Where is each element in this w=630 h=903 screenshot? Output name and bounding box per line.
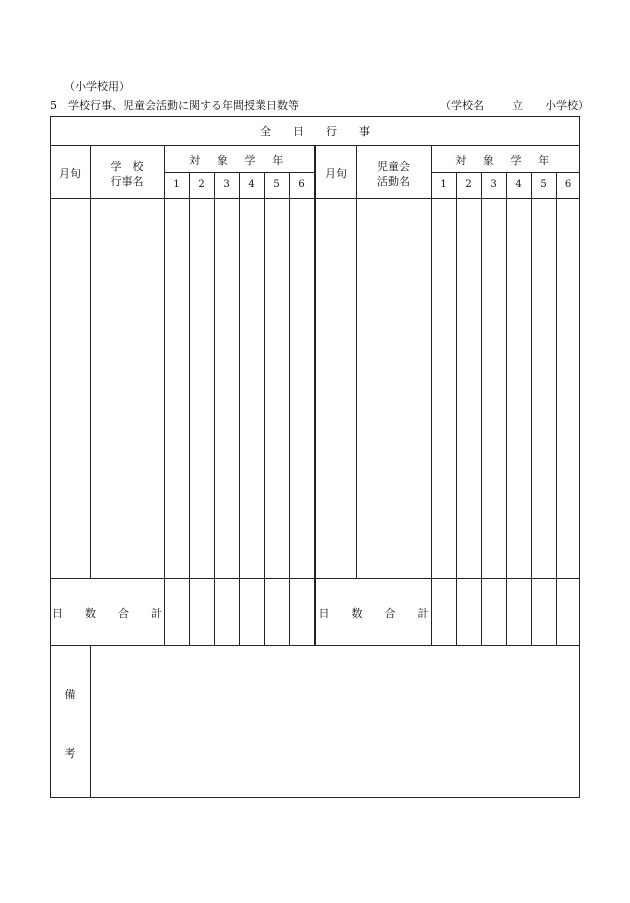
right-grade-5: 5 (540, 179, 547, 190)
left-month-col-divider-body (90, 198, 91, 579)
remarks-label-line1: 備 (64, 688, 76, 701)
remarks-area[interactable] (91, 646, 579, 797)
right-total-label: 日 数 合 計 (318, 607, 429, 620)
left-grade-1: 1 (173, 179, 180, 190)
left-event-col-divider (164, 145, 165, 645)
right-event-col-divider (431, 145, 432, 645)
right-event-header-line2: 活動名 (377, 175, 410, 188)
left-grade-4: 4 (248, 179, 255, 190)
left-grade-header: 対 象 学 年 (189, 154, 290, 167)
left-grade-3: 3 (223, 179, 230, 190)
right-grade-4-divider (531, 172, 532, 645)
table-border-top (50, 116, 580, 117)
right-grade-2-divider (481, 172, 482, 645)
center-divider (314, 145, 316, 645)
right-grade-4: 4 (515, 179, 522, 190)
school-name-open: （学校名 (440, 99, 484, 112)
left-grade-5: 5 (273, 179, 280, 190)
left-event-header-line1: 学 校 (110, 160, 144, 173)
right-grade-1-divider (456, 172, 457, 645)
table-border-bottom (50, 797, 580, 798)
left-grade-5-divider (289, 172, 290, 645)
remarks-label-line2: 考 (64, 747, 76, 760)
right-grade-header: 対 象 学 年 (455, 154, 556, 167)
left-grade-1-divider (189, 172, 190, 645)
left-grade-4-divider (264, 172, 265, 645)
left-grade-6: 6 (298, 179, 305, 190)
right-event-header-line1: 児童会 (377, 160, 410, 173)
left-month-header: 月旬 (59, 167, 81, 180)
left-grade-2-divider (214, 172, 215, 645)
left-event-header-line2: 行事名 (110, 175, 144, 188)
section-title: 5 学校行事、児童会活動に関する年間授業日数等 (50, 99, 299, 112)
school-name-middle: 立 (512, 99, 523, 112)
right-grade-6: 6 (564, 179, 572, 190)
school-name-close: 小学校） (545, 99, 589, 112)
table-title: 全 日 行 事 (260, 125, 370, 138)
left-grade-3-divider (239, 172, 240, 645)
left-grade-2: 2 (198, 179, 205, 190)
right-month-header: 月旬 (325, 167, 347, 180)
right-grade-1: 1 (440, 179, 447, 190)
form-note: （小学校用） (64, 80, 130, 93)
right-grade-3: 3 (490, 179, 497, 190)
right-grade-5-divider (556, 172, 557, 645)
right-month-col-divider (356, 145, 357, 579)
right-grade-2: 2 (465, 179, 472, 190)
right-grade-3-divider (506, 172, 507, 645)
left-total-label: 日 数 合 計 (52, 607, 162, 620)
table-border-right (579, 116, 580, 798)
